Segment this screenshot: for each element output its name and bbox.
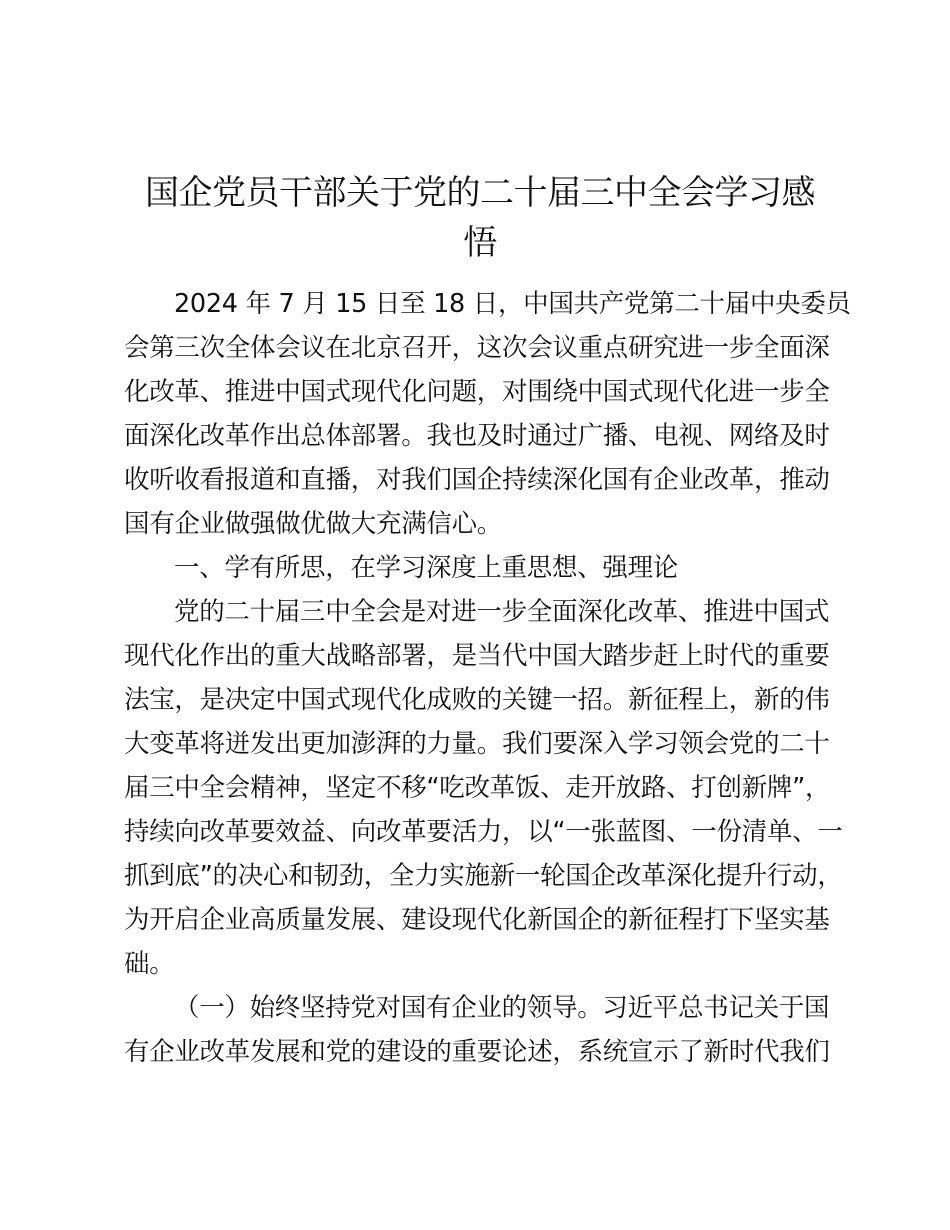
title-line-1: 国企党员干部关于党的二十届三中全会学习感: [145, 173, 815, 213]
document-title: [100, 168, 860, 268]
text-line: 一、学有所思，在学习深度上重思想、强理论: [174, 553, 679, 583]
text-line: 抓到底”的决心和韧劲，全力实施新一轮国企改革深化提升行动，: [124, 861, 843, 891]
text-line: 为开启企业高质量发展、建设现代化新国企的新征程打下坚实基: [124, 905, 830, 935]
text-line: 化改革、推进中国式现代化问题，对围绕中国式现代化进一步全: [124, 377, 830, 407]
text-line: 现代化作出的重大战略部署，是当代中国大踏步赶上时代的重要: [124, 641, 830, 671]
text-line: 础。: [124, 949, 175, 979]
title-line-2: 悟: [463, 223, 497, 263]
text-line: 有企业改革发展和党的建设的重要论述，系统宣示了新时代我们: [124, 1037, 830, 1067]
text-line: 面深化改革作出总体部署。我也及时通过广播、电视、网络及时: [124, 421, 830, 451]
text-line: 党的二十届三中全会是对进一步全面深化改革、推进中国式: [174, 597, 830, 627]
text-line: 法宝，是决定中国式现代化成败的关键一招。新征程上，新的伟: [124, 685, 830, 715]
text-line: （一）始终坚持党对国有企业的领导。习近平总书记关于国: [174, 993, 830, 1023]
document-body: [124, 282, 851, 1074]
text-line: 国有企业做强做优做大充满信心。: [124, 509, 503, 539]
text-line: 会第三次全体会议在北京召开，这次会议重点研究进一步全面深: [124, 333, 830, 363]
text-line: 大变革将迸发出更加澎湃的力量。我们要深入学习领会党的二十: [124, 729, 830, 759]
text-line: 收听收看报道和直播，对我们国企持续深化国有企业改革，推动: [124, 465, 830, 495]
text-line: 持续向改革要效益、向改革要活力，以“一张蓝图、一份清单、一: [124, 817, 843, 847]
text-line: 届三中全会精神，坚定不移“吃改革饭、走开放路、打创新牌”，: [124, 773, 831, 803]
text-line: 2024 年 7 月 15 日至 18 日，中国共产党第二十届中央委员: [174, 289, 851, 319]
